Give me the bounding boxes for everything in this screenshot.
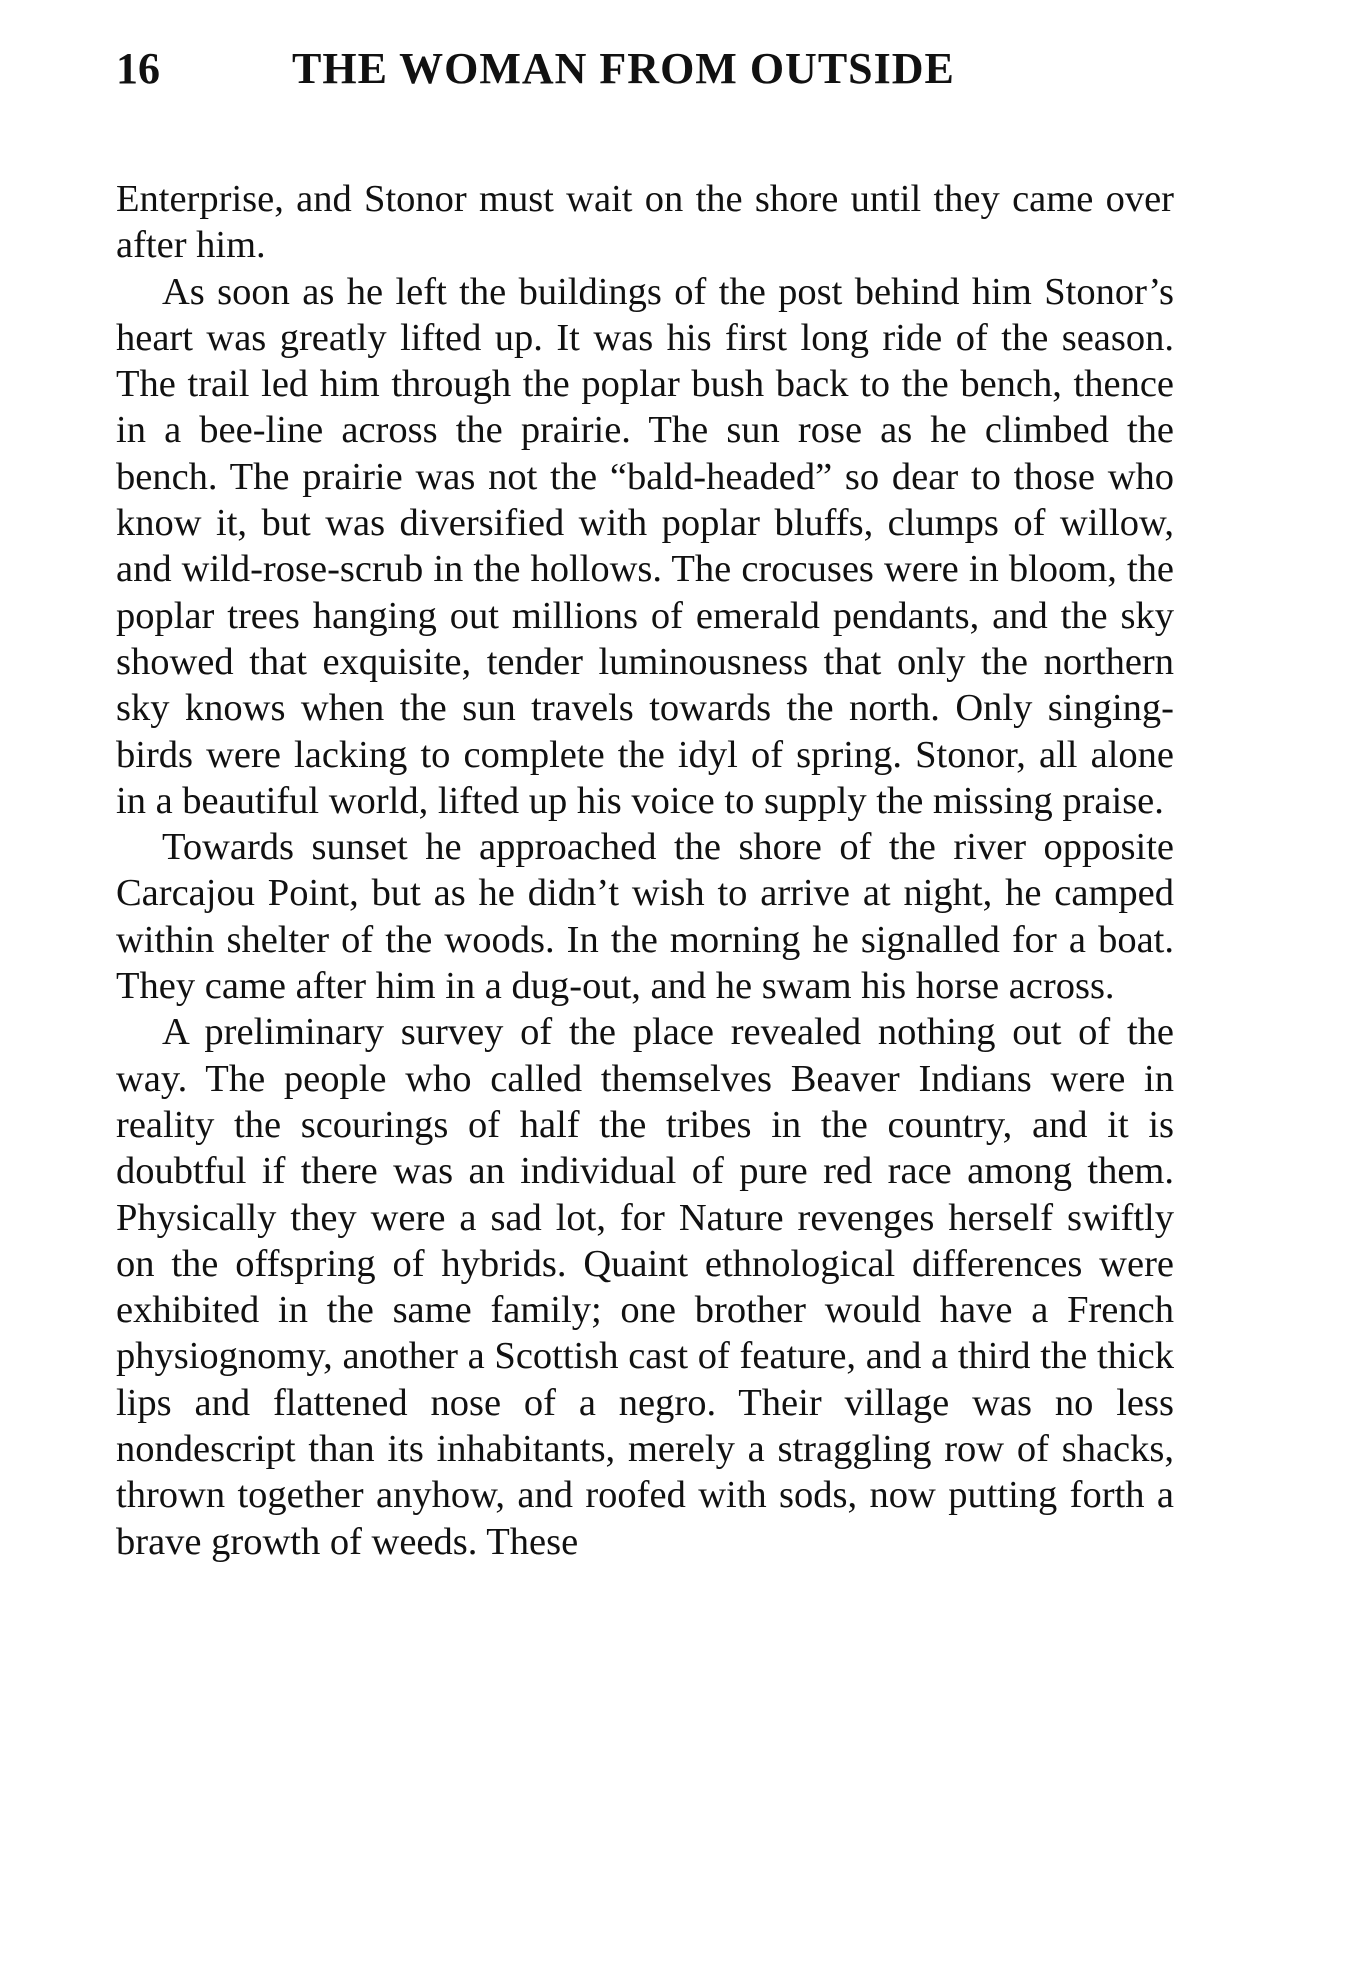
paragraph: A preliminary survey of the place revealed nothing out of the way. The people who called themselves Beaver Indians were in reality the scourings of half the tribes in the country, and it is doubtful if there was an individual of pure red race among them. Physically they were a sad lot, for Nature revenges herself swiftly on the offspring of hybrids. Quaint ethnological differences were exhibited in the same family; one brother would have a French physiognomy, another a Scottish cast of feature, and a third the thick lips and flattened nose of a negro. Their village was no less nondescript than its inhabitants, merely a straggling row of shacks, thrown together anyhow, and roofed with sods, now putting forth a brave growth of weeds. These (116, 1011, 1174, 1563)
paragraph-continued: Enterprise, and Stonor must wait on the shore until they came over after him. (116, 178, 1174, 267)
body-text (116, 176, 1174, 1565)
paragraph: Towards sunset he approached the shore of the river opposite Carcajou Point, but as he didn’t wish to arrive at night, he camped within shelter of the woods. In the morning he signalled for a boat. They came after him in a dug-out, and he swam his horse across. (116, 826, 1174, 1008)
running-title: THE WOMAN FROM OUTSIDE (292, 44, 955, 93)
book-page (116, 34, 1174, 1934)
page-header (116, 34, 1174, 104)
paragraph: As soon as he left the buildings of the post behind him Stonor’s heart was greatly lifted up. It was his first long ride of the season. The trail led him through the poplar bush back to the bench, thence in a bee-line across the prairie. The sun rose as he climbed the bench. The prairie was not the “bald-headed” so dear to those who know it, but was diversified with poplar bluffs, clumps of willow, and wild-rose-scrub in the hollows. The crocuses were in bloom, the poplar trees hanging out millions of emerald pendants, and the sky showed that exquisite, tender luminousness that only the northern sky knows when the sun travels towards the north. Only singing-birds were lacking to complete the idyl of spring. Stonor, all alone in a beautiful world, lifted up his voice to supply the missing praise. (116, 270, 1174, 822)
page-number: 16 (116, 44, 160, 93)
